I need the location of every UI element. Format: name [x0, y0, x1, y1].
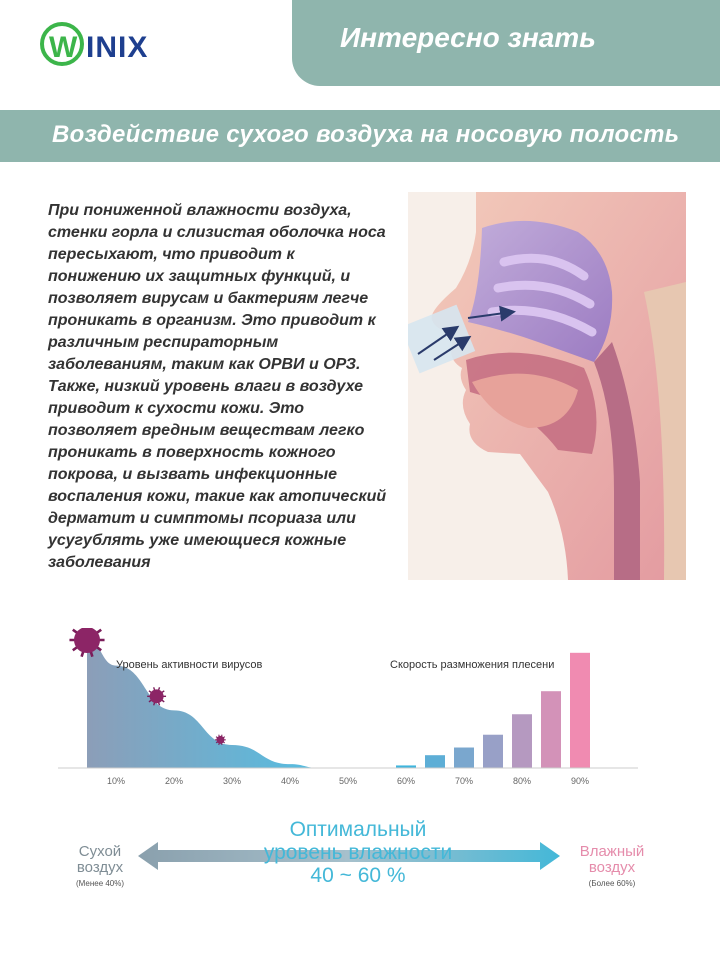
- x-tick-label: 70%: [454, 776, 474, 786]
- mold-growth-bar: [570, 653, 590, 768]
- dry-air-note: (Менее 40%): [75, 879, 125, 888]
- x-tick-label: 30%: [222, 776, 242, 786]
- x-tick-label: 40%: [280, 776, 300, 786]
- dry-air-label-line2: воздух: [76, 859, 124, 876]
- x-tick-label: 80%: [512, 776, 532, 786]
- optimal-label-line1: Оптимальный: [289, 818, 427, 841]
- humidity-scale: [60, 810, 680, 910]
- x-tick-label: 60%: [396, 776, 416, 786]
- section-banner: [0, 110, 720, 162]
- header-tab: [292, 0, 720, 86]
- x-tick-label: 10%: [106, 776, 126, 786]
- header-tab-title: Интересно знать: [340, 22, 596, 53]
- winix-logo: [40, 22, 180, 74]
- mold-growth-bar: [512, 714, 532, 768]
- logo-initial: W: [49, 31, 78, 64]
- mold-growth-bar: [541, 691, 561, 768]
- nasal-cavity-illustration: [408, 192, 686, 580]
- mold-growth-label: Скорость размножения плесени: [390, 659, 555, 671]
- optimal-label-line2: уровень влажности: [263, 841, 453, 864]
- wet-air-note: (Более 60%): [588, 879, 636, 888]
- logo-wordmark: INIX: [86, 31, 149, 64]
- wet-air-label-line2: воздух: [588, 859, 636, 876]
- optimal-label-line3: 40 ~ 60 %: [310, 864, 406, 887]
- humidity-chart: [58, 628, 638, 798]
- x-tick-label: 50%: [338, 776, 358, 786]
- wet-air-label-line1: Влажный: [579, 843, 645, 860]
- section-title: Воздействие сухого воздуха на носовую полость: [52, 121, 680, 148]
- mold-growth-bar: [425, 755, 445, 768]
- x-tick-label: 20%: [164, 776, 184, 786]
- article-paragraph: При пониженной влажности воздуха, стенки горла и слизистая оболочка носа пересыхают, что приводит к понижению их защитных функций, и позволяет вирусам и бактериям легче проникать в организм. Это приводит к различным респираторным заболеваниям, таким как ОРВИ и ОРЗ. Также, низкий уровень влаги в воздухе приводит к сухости кожи. Это позволяет вредным веществам легко проникать в поверхность кожного покрова, и вызвать инфекционные воспаления кожи, такие как атопический дерматит и симптомы псориаза или усугублять уже имеющиеся кожные заболевания: [48, 202, 387, 571]
- dry-air-label-line1: Сухой: [78, 843, 122, 860]
- mold-growth-bar: [454, 748, 474, 768]
- x-tick-label: 90%: [570, 776, 590, 786]
- virus-activity-label: Уровень активности вирусов: [116, 659, 263, 671]
- mold-growth-bar: [483, 735, 503, 768]
